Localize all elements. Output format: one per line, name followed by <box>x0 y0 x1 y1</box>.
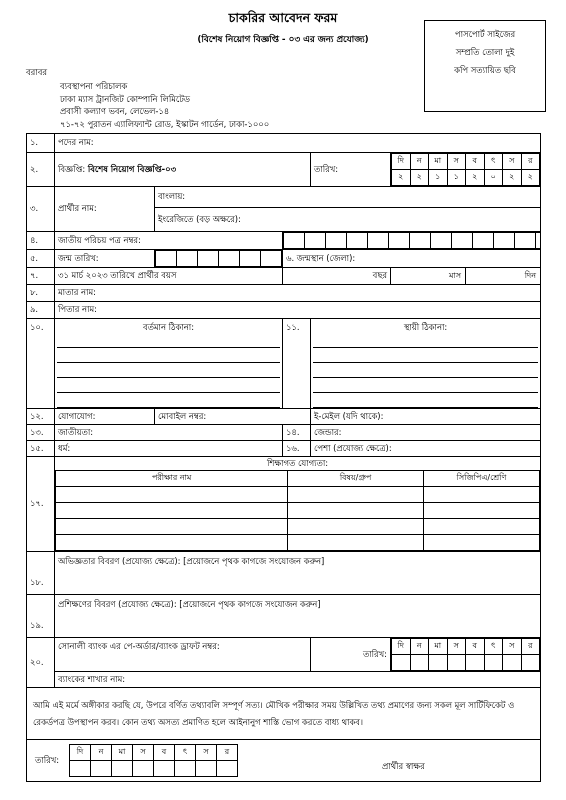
date-header-cell: ন <box>410 154 429 170</box>
row-number: ৭. <box>27 268 55 285</box>
bank-branch-field[interactable]: ব্যাংকের শাখার নাম: <box>55 672 541 688</box>
row-number: ৬. <box>286 252 295 263</box>
email-field[interactable]: ই-মেইল (যদি থাকে): <box>311 409 541 425</box>
row-number: ৪. <box>27 232 55 250</box>
education-section <box>55 457 541 552</box>
nid-boxes[interactable] <box>283 232 541 250</box>
row-number: ১০. <box>27 319 55 409</box>
row-number: ৫. <box>27 250 55 268</box>
date-header-cell: দি <box>392 639 411 655</box>
nid-label: জাতীয় পরিচয় পত্র নম্বর: <box>55 232 283 250</box>
applicant-name-label: প্রার্থীর নাম: <box>55 187 155 232</box>
address-line: ৭১-৭২ পুরাতন এ্যালিফ্যান্ট রোড, ইস্কাটন গার্ডেন, ঢাকা-১০০০ <box>60 118 270 129</box>
nationality-field[interactable]: জাতীয়তা: <box>55 425 283 441</box>
row-number: ১৫. <box>27 441 55 457</box>
declaration-text: আমি এই মর্মে অঙ্গীকার করছি যে, উপরে বর্ণিত তথ্যাবলি সম্পূর্ণ সত্য। মৌখিক পরীক্ষার সময় উল্লিখিত তথ্য প্রমাণের জন্য সকল মূল সার্টিফিকেট ও রেকর্ডপত্র উপস্থাপন করব। কোন তথ্য অসত্য প্রমাণিত হলে আইনানুগ শাস্তি ভোগ করতে বাধ্য থাকব। <box>27 688 541 740</box>
date-value-cell: ২ <box>410 170 429 186</box>
permanent-address-label: স্থায়ী ঠিকানা: <box>403 322 448 332</box>
circular-value: বিশেষ নিয়োগ বিজ্ঞপ্তি-০৩ <box>87 163 177 174</box>
training-field[interactable]: প্রশিক্ষণের বিবরণ (প্রযোজ্য ক্ষেত্রে): [প্রয়োজনে পৃথক কাগজে সংযোজন করুন] <box>55 595 541 638</box>
father-name-field[interactable]: পিতার নাম: <box>55 302 541 319</box>
date-header-cell: স <box>447 639 466 655</box>
birthplace-field[interactable] <box>283 250 541 268</box>
row-number: ১৯. <box>27 595 55 638</box>
date-header-cell: ব <box>466 639 485 655</box>
education-col-header: পরীক্ষার নাম <box>56 471 288 487</box>
date-header-cell: ন <box>91 745 112 761</box>
present-address-field[interactable] <box>55 319 283 409</box>
row-number: ১৪. <box>283 425 311 441</box>
dob-boxes[interactable] <box>155 250 283 268</box>
address-line: ব্যবস্থাপনা পরিচালক <box>60 81 128 91</box>
date-header-cell: মা <box>429 639 448 655</box>
address-to: বরাবর <box>26 67 47 77</box>
age-label: ৩১ মার্চ ২০২৩ তারিখে প্রার্থীর বয়স <box>55 268 283 285</box>
present-address-label: বর্তমান ঠিকানা: <box>142 322 195 332</box>
education-col-header: সিজিপিএ/শ্রেণি <box>423 471 539 487</box>
row-number: ৯. <box>27 302 55 319</box>
experience-field[interactable]: অভিজ্ঞতার বিবরণ (প্রযোজ্য ক্ষেত্রে): [প্রয়োজনে পৃথক কাগজে সংযোজন করুন] <box>55 552 541 595</box>
signature-section <box>27 740 541 782</box>
education-table[interactable] <box>55 470 540 551</box>
post-name-field[interactable]: পদের নাম: <box>55 134 541 153</box>
row-number: ১. <box>27 134 55 153</box>
name-english-field[interactable]: ইংরেজিতে (বড় অক্ষরে): <box>155 208 541 232</box>
date-header-cell: স <box>133 745 154 761</box>
row-number: ২. <box>27 153 55 187</box>
bank-date-label: তারিখ: <box>311 638 391 672</box>
occupation-field[interactable]: পেশা (প্রযোজ্য ক্ষেত্রে): <box>311 441 541 457</box>
bank-draft-field[interactable]: সোনালী ব্যাংক এর পে-অর্ডার/ব্যাংক ড্রাফট নম্বর: <box>55 638 311 672</box>
date-value-cell: ২ <box>466 170 485 186</box>
date-header-cell: ৎ <box>484 639 503 655</box>
date-header-cell: স <box>447 154 466 170</box>
photo-text-3: কপি সত্যায়িত ছবি <box>454 65 516 75</box>
date-value-cell: ২ <box>392 170 411 186</box>
date-header-cell: স <box>196 745 217 761</box>
date-header-cell: মা <box>429 154 448 170</box>
photo-text-2: সম্প্রতি তোলা দুই <box>455 47 515 57</box>
date-header-cell: মা <box>112 745 133 761</box>
date-header-cell: দি <box>392 154 411 170</box>
circular-date-label: তারিখ: <box>311 153 391 187</box>
row-number: ১২. <box>27 409 55 425</box>
name-bangla-field[interactable]: বাংলায়: <box>155 187 541 208</box>
gender-field[interactable]: জেন্ডার: <box>311 425 541 441</box>
row-number: ৮. <box>27 285 55 302</box>
age-year-field[interactable]: বছর <box>283 268 391 285</box>
date-header-cell: ব <box>154 745 175 761</box>
date-value-cell: ১ <box>429 170 448 186</box>
date-value-cell: ০ <box>484 170 503 186</box>
date-header-cell: স <box>503 154 522 170</box>
religion-field[interactable]: ধর্ম: <box>55 441 283 457</box>
row-number: ১৮. <box>27 552 55 595</box>
signature-label: প্রার্থীর স্বাক্ষর <box>382 761 425 771</box>
date-header-cell: ব <box>466 154 485 170</box>
date-header-cell: ৎ <box>175 745 196 761</box>
date-header-cell: র <box>521 639 540 655</box>
photo-text-1: পাসপোর্ট সাইজের <box>454 29 516 39</box>
date-header-cell: ন <box>410 639 429 655</box>
footer-date-label: তারিখ: <box>35 755 60 765</box>
address-line: প্রবাসী কল্যাণ ভবন, লেভেল-১৪ <box>60 106 170 116</box>
footer-date-boxes[interactable] <box>69 744 238 777</box>
address-block <box>60 80 269 130</box>
permanent-address-field[interactable] <box>311 319 541 409</box>
mother-name-field[interactable]: মাতার নাম: <box>55 285 541 302</box>
birthplace-label: জন্মস্থান (জেলা): <box>296 252 356 263</box>
education-heading: শিক্ষাগত যোগ্যতা: <box>266 458 329 468</box>
date-header-cell: স <box>503 639 522 655</box>
date-value-cell: ১ <box>447 170 466 186</box>
row-number: ১১. <box>283 319 311 409</box>
row-number: ৩. <box>27 187 55 232</box>
contact-label: যোগাযোগ: <box>55 409 155 425</box>
date-header-cell: দি <box>70 745 91 761</box>
date-value-cell: ২ <box>503 170 522 186</box>
row-number: ১৬. <box>283 441 311 457</box>
circular-label: বিজ্ঞপ্তি: <box>58 163 86 174</box>
application-form <box>26 133 541 782</box>
age-month-field[interactable]: মাস <box>391 268 466 284</box>
row-number: ২০. <box>27 638 55 688</box>
date-header-cell: ৎ <box>484 154 503 170</box>
date-value-cell: ২ <box>521 170 540 186</box>
mobile-field[interactable]: মোবাইল নম্বর: <box>155 409 311 425</box>
dob-label: জন্ম তারিখ: <box>55 250 155 268</box>
date-header-cell: র <box>521 154 540 170</box>
photo-box <box>424 20 546 112</box>
bank-date-boxes[interactable] <box>391 638 541 672</box>
age-day-field[interactable]: দিন <box>524 270 537 280</box>
address-line: ঢাকা ম্যাস ট্রানজিট কোম্পানি লিমিটেড <box>60 93 190 104</box>
row-number: ১৩. <box>27 425 55 441</box>
education-col-header: বিষয়/গ্রুপ <box>288 471 424 487</box>
row-number: ১৭. <box>27 457 55 552</box>
date-header-cell: র <box>217 745 238 761</box>
form-title: চাকরির আবেদন ফরম <box>228 10 338 25</box>
form-subtitle: (বিশেষ নিয়োগ বিজ্ঞপ্তি - ০৩ এর জন্য প্রযোজ্য) <box>197 35 369 45</box>
circular-date-boxes <box>391 153 540 186</box>
